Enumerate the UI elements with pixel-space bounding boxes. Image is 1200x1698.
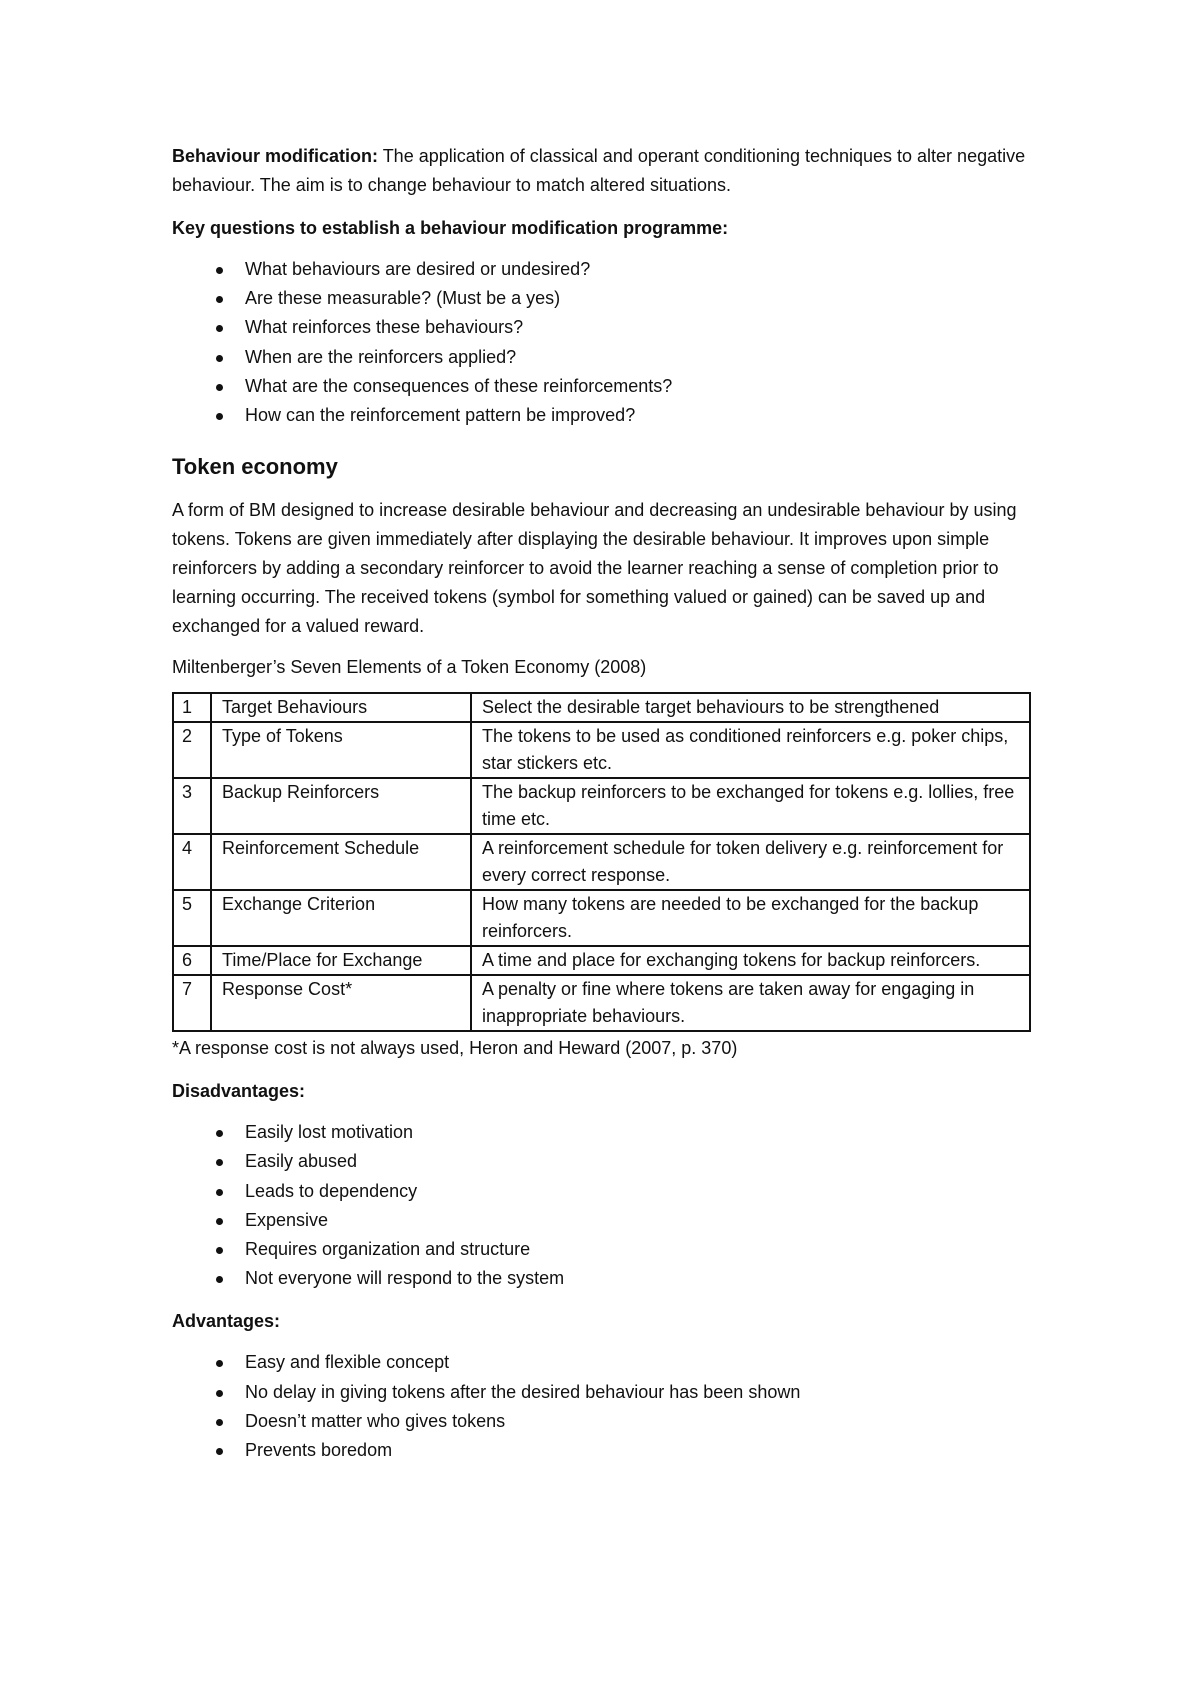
table-row [173, 778, 1030, 834]
row-element: Time/Place for Exchange [211, 946, 471, 975]
row-number: 1 [173, 693, 211, 722]
table-row [173, 834, 1030, 890]
bullet-icon [216, 325, 223, 332]
bullet-icon [216, 1130, 223, 1137]
advantages-list [172, 1348, 1032, 1465]
bullet-icon [216, 413, 223, 420]
list-item: Doesn’t matter who gives tokens [172, 1407, 1032, 1436]
table-caption: Miltenberger’s Seven Elements of a Token Economy (2008) [172, 657, 647, 678]
table-row [173, 722, 1030, 778]
row-element: Target Behaviours [211, 693, 471, 722]
list-item: Are these measurable? (Must be a yes) [172, 284, 1032, 313]
list-item: Prevents boredom [172, 1436, 1032, 1465]
token-economy-heading: Token economy [172, 454, 338, 480]
token-economy-paragraph: A form of BM designed to increase desirable behaviour and decreasing an undesirable behaviour by using tokens. Tokens are given immediately after displaying the desirable behaviour. It improves upon simple reinforcers by adding a secondary reinforcer to avoid the learner reaching a sense of completion prior to learning occurring. The received tokens (symbol for something valued or gained) can be saved up and exchanged for a valued reward. [172, 500, 1017, 637]
table-row [173, 975, 1030, 1031]
row-element: Type of Tokens [211, 722, 471, 778]
bullet-icon [216, 1276, 223, 1283]
table-footnote: *A response cost is not always used, Heron and Heward (2007, p. 370) [172, 1038, 738, 1059]
row-number: 3 [173, 778, 211, 834]
row-element: Exchange Criterion [211, 890, 471, 946]
bullet-icon [216, 1189, 223, 1196]
list-item: When are the reinforcers applied? [172, 343, 1032, 372]
row-description: A penalty or fine where tokens are taken away for engaging in inappropriate behaviours. [471, 975, 1030, 1031]
row-description: The backup reinforcers to be exchanged for tokens e.g. lollies, free time etc. [471, 778, 1030, 834]
list-item: Expensive [172, 1206, 1032, 1235]
row-number: 4 [173, 834, 211, 890]
row-number: 6 [173, 946, 211, 975]
document-page [172, 142, 1032, 1465]
seven-elements-table [172, 692, 1031, 1032]
intro-paragraph [172, 142, 1032, 200]
row-description: The tokens to be used as conditioned reinforcers e.g. poker chips, star stickers etc. [471, 722, 1030, 778]
row-number: 5 [173, 890, 211, 946]
bullet-icon [216, 1247, 223, 1254]
list-item: Easily abused [172, 1147, 1032, 1176]
disadvantages-heading: Disadvantages: [172, 1081, 306, 1102]
advantages-heading: Advantages: [172, 1311, 281, 1332]
intro-term: Behaviour modification: [172, 146, 379, 166]
list-item: Easily lost motivation [172, 1118, 1032, 1147]
list-item: Easy and flexible concept [172, 1348, 1032, 1377]
list-item: Leads to dependency [172, 1177, 1032, 1206]
disadvantages-list [172, 1118, 1032, 1293]
bullet-icon [216, 296, 223, 303]
row-element: Backup Reinforcers [211, 778, 471, 834]
bullet-icon [216, 1419, 223, 1426]
bullet-icon [216, 1159, 223, 1166]
intro-definition: The application of classical and operant conditioning techniques to alter negative behaviour. The aim is to change behaviour to match altered situations. [172, 146, 1026, 195]
list-item: What behaviours are desired or undesired? [172, 255, 1032, 284]
bullet-icon [216, 267, 223, 274]
table-row [173, 946, 1030, 975]
row-element: Response Cost* [211, 975, 471, 1031]
bullet-icon [216, 1390, 223, 1397]
list-item: How can the reinforcement pattern be improved? [172, 401, 1032, 430]
key-questions-list [172, 255, 1032, 430]
bullet-icon [216, 1360, 223, 1367]
row-description: A time and place for exchanging tokens for backup reinforcers. [471, 946, 1030, 975]
table-row [173, 693, 1030, 722]
list-item: No delay in giving tokens after the desired behaviour has been shown [172, 1378, 1032, 1407]
table-row [173, 890, 1030, 946]
row-element: Reinforcement Schedule [211, 834, 471, 890]
list-item: Not everyone will respond to the system [172, 1264, 1032, 1293]
list-item: What are the consequences of these reinforcements? [172, 372, 1032, 401]
row-description: A reinforcement schedule for token delivery e.g. reinforcement for every correct response. [471, 834, 1030, 890]
bullet-icon [216, 384, 223, 391]
bullet-icon [216, 1218, 223, 1225]
list-item: What reinforces these behaviours? [172, 313, 1032, 342]
bullet-icon [216, 1448, 223, 1455]
bullet-icon [216, 355, 223, 362]
key-questions-heading: Key questions to establish a behaviour modification programme: [172, 218, 729, 238]
row-description: Select the desirable target behaviours to be strengthened [471, 693, 1030, 722]
row-number: 2 [173, 722, 211, 778]
list-item: Requires organization and structure [172, 1235, 1032, 1264]
row-number: 7 [173, 975, 211, 1031]
row-description: How many tokens are needed to be exchanged for the backup reinforcers. [471, 890, 1030, 946]
